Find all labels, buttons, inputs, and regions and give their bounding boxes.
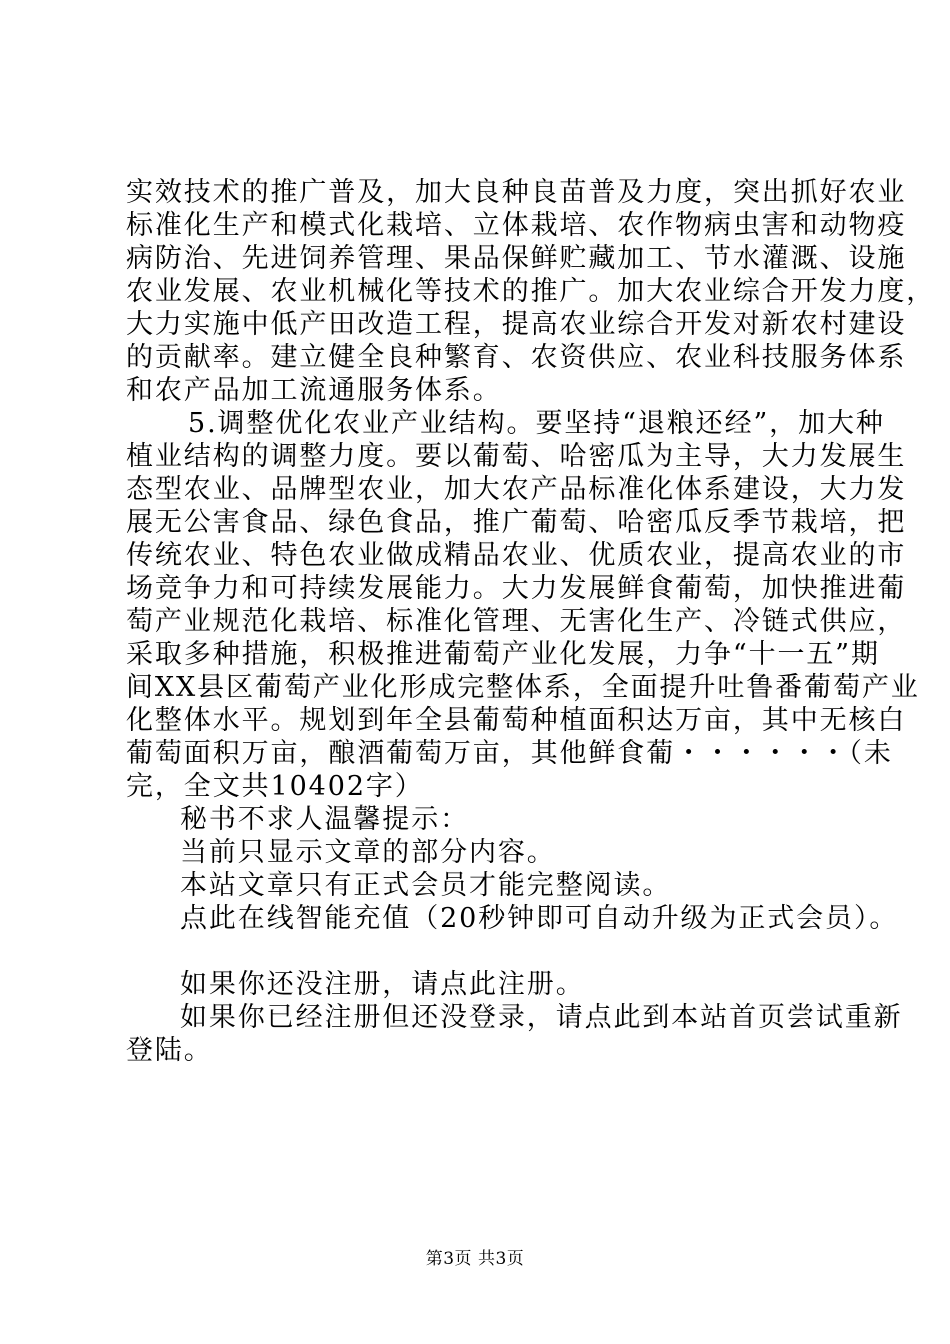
text-line: 实效技术的推广普及，加大良种良苗普及力度，突出抓好农业 [126, 177, 907, 208]
login-line [126, 1001, 903, 1034]
text-line [126, 407, 885, 440]
text-line: 态型农业、品牌型农业，加大农产品标准化体系建设，大力发 [126, 474, 907, 505]
blank-line [126, 935, 836, 968]
text-line: 植业结构的调整力度。要以葡萄、哈密瓜为主导，大力发展生 [126, 441, 907, 472]
paragraph-technology [126, 176, 936, 407]
text-line: 病防治、先进饲养管理、果品保鲜贮藏加工、节水灌溉、设施 [126, 243, 907, 274]
text-line: 化整体水平。规划到年全县葡萄种植面积达万亩，其中无核白 [126, 705, 907, 736]
notice-members-only-text: 本站文章只有正式会员才能完整阅读。 [180, 870, 672, 901]
register-line [126, 968, 836, 1001]
text-line: 场竞争力和可持续发展能力。大力发展鲜食葡萄，加快推进葡 [126, 573, 907, 604]
text-line: 传统农业、特色农业做成精品农业、优质农业，提高农业的市 [126, 540, 907, 571]
notice-members-line [126, 869, 836, 902]
text-line: 和农产品加工流通服务体系。 [126, 375, 502, 406]
login-homepage-link-continued[interactable]: 登陆。 [126, 1035, 213, 1066]
membership-notice [126, 803, 899, 935]
recharge-link[interactable]: 点此在线智能充值（20秒钟即可自动升级为正式会员）。 [180, 903, 899, 934]
text-line: 采取多种措施，积极推进葡萄产业化发展，力争“十一五”期 [126, 639, 880, 670]
text-line: 完，全文共10402字） [126, 771, 424, 802]
page-number: 第3页 共3页 [425, 1249, 525, 1269]
text-line: 萄产业规范化栽培、标准化管理、无害化生产、冷链式供应， [126, 606, 907, 637]
notice-title: 秘书不求人温馨提示： [180, 804, 469, 835]
page-footer [0, 1244, 950, 1269]
notice-title-line [126, 803, 836, 836]
text-line-content: 5.调整优化农业产业结构。要坚持“退粮还经”，加大种 [188, 408, 885, 439]
login-line-continued [126, 1034, 836, 1067]
text-line: 标准化生产和模式化栽培、立体栽培、农作物病虫害和动物疫 [126, 210, 907, 241]
text-line: 大力实施中低产田改造工程，提高农业综合开发对新农村建设 [126, 309, 907, 340]
login-homepage-link[interactable]: 如果你已经注册但还没登录，请点此到本站首页尝试重新 [180, 1002, 903, 1033]
account-prompts [126, 968, 903, 1067]
register-link[interactable]: 如果你还没注册，请点此注册。 [180, 969, 585, 1000]
notice-partial-line [126, 836, 836, 869]
paragraph-industry-structure [126, 407, 920, 803]
document-body [126, 176, 936, 1067]
notice-partial-text: 当前只显示文章的部分内容。 [180, 837, 556, 868]
text-line: 的贡献率。建立健全良种繁育、农资供应、农业科技服务体系 [126, 342, 907, 373]
text-line: 间XX县区葡萄产业化形成完整体系，全面提升吐鲁番葡萄产业 [126, 672, 920, 703]
text-line: 展无公害食品、绿色食品，推广葡萄、哈密瓜反季节栽培，把 [126, 507, 907, 538]
notice-recharge-line [126, 902, 899, 935]
text-line: 葡萄面积万亩，酿酒葡萄万亩，其他鲜食葡・・・・・・（未 [126, 738, 893, 769]
text-line: 农业发展、农业机械化等技术的推广。加大农业综合开发力度， [126, 276, 936, 307]
